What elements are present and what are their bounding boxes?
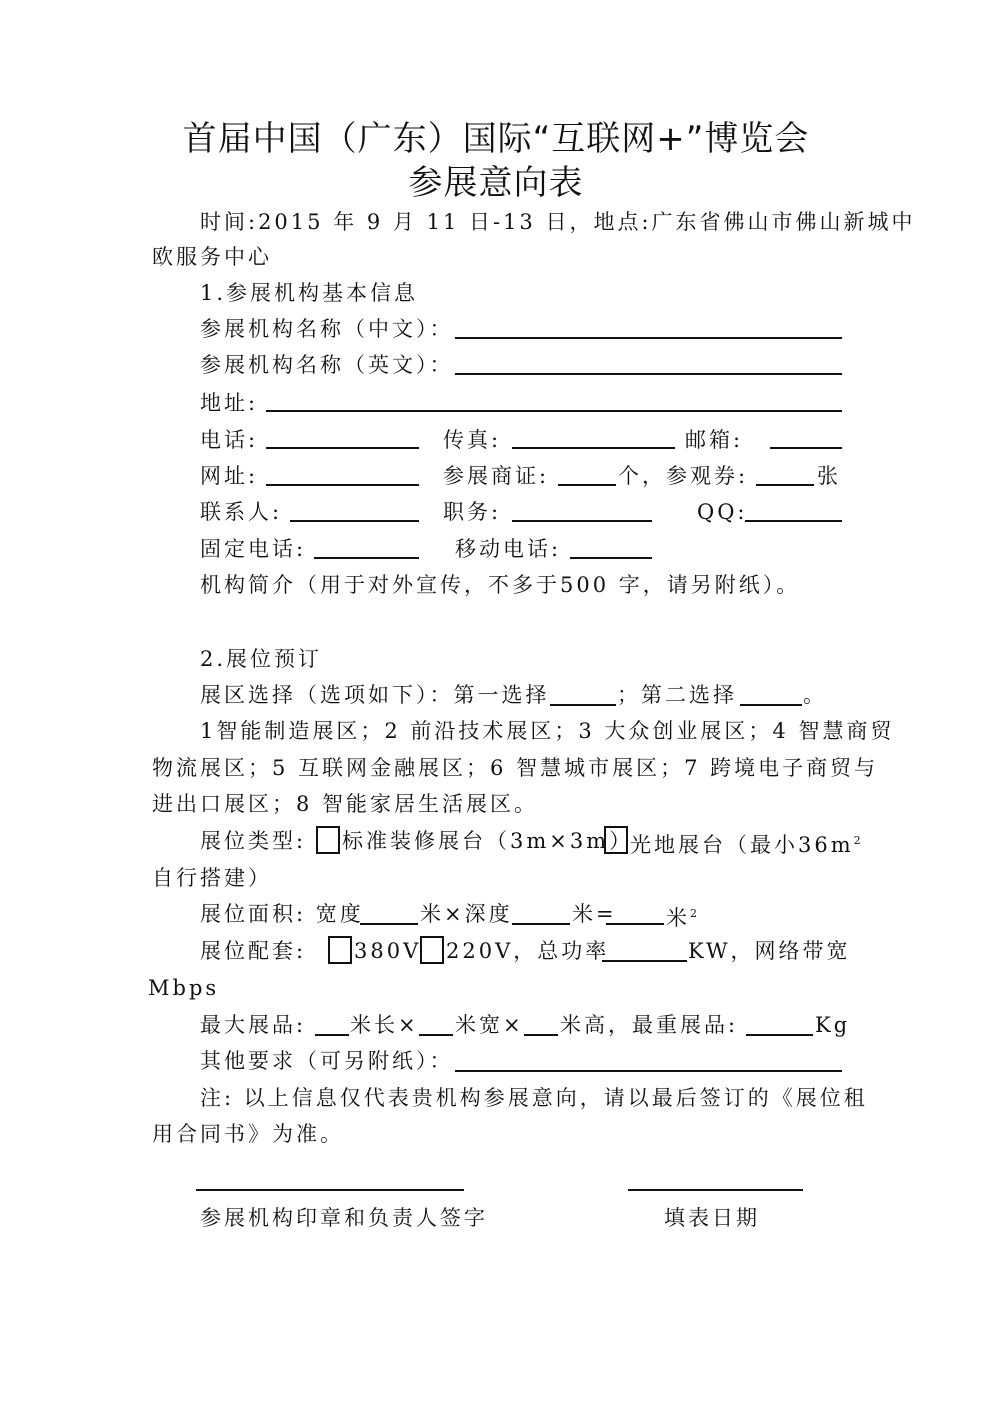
380v-checkbox[interactable] <box>328 936 352 964</box>
220v-text: 220V，总功率 <box>446 939 610 963</box>
website-label: 网址: <box>200 464 259 488</box>
total-power-field[interactable] <box>602 960 687 962</box>
booth-type-label: 展位类型: <box>200 829 307 853</box>
zones-line-3: 进出口展区；8 智能家居生活展区。 <box>152 792 539 816</box>
qq-field[interactable] <box>745 520 842 522</box>
second-choice-label: ；第二选择 <box>617 683 737 707</box>
landline-label: 固定电话: <box>200 537 307 561</box>
note-line-1: 注: 以上信息仅代表贵机构参展意向，请以最后签订的《展位租 <box>200 1086 868 1110</box>
other-requirements-label: 其他要求（可另附纸）： <box>200 1049 454 1073</box>
depth-field[interactable] <box>512 923 570 925</box>
self-build-text: 自行搭建） <box>152 866 272 890</box>
name-cn-field[interactable] <box>455 337 842 339</box>
depth-label: 米×深度 <box>420 902 513 926</box>
qq-label: QQ: <box>697 500 748 524</box>
name-cn-label: 参展机构名称（中文）： <box>200 317 454 341</box>
period: 。 <box>803 683 827 707</box>
address-label: 地址: <box>200 391 259 415</box>
first-choice-field[interactable] <box>550 704 616 706</box>
seal-signature-line[interactable] <box>196 1189 464 1191</box>
exhibitor-pass-label: 参展商证: <box>443 464 550 488</box>
unit-zhang: 张 <box>817 464 841 488</box>
max-weight-field[interactable] <box>746 1034 813 1036</box>
mobile-field[interactable] <box>570 557 652 559</box>
name-en-label: 参展机构名称（英文）： <box>200 353 454 377</box>
height-unit: 米高，最重展品: <box>560 1013 739 1037</box>
seal-signature-label: 参展机构印章和负责人签字 <box>200 1206 488 1230</box>
area-field[interactable] <box>606 923 664 925</box>
exhibitor-pass-field[interactable] <box>558 484 616 486</box>
raw-space-checkbox[interactable] <box>604 826 628 854</box>
max-exhibit-label: 最大展品: <box>200 1013 307 1037</box>
length-unit: 米长× <box>350 1013 419 1037</box>
position-label: 职务: <box>443 500 502 524</box>
website-field[interactable] <box>266 484 419 486</box>
document-subtitle: 参展意向表 <box>408 163 584 203</box>
380v-text: 380V <box>354 939 422 963</box>
second-choice-field[interactable] <box>740 704 802 706</box>
kg-unit: Kg <box>815 1013 851 1037</box>
area-equals: 米= <box>572 902 617 926</box>
address-field[interactable] <box>266 410 842 412</box>
max-width-field[interactable] <box>419 1034 453 1036</box>
max-length-field[interactable] <box>315 1034 349 1036</box>
mobile-label: 移动电话: <box>455 537 562 561</box>
power-label: 展位配套: <box>200 939 307 963</box>
phone-field[interactable] <box>266 447 419 449</box>
fax-label: 传真: <box>443 428 502 452</box>
note-line-2: 用合同书》为准。 <box>152 1122 344 1146</box>
kw-network-text: KW，网络带宽 <box>688 939 851 963</box>
mbps-text: Mbps <box>148 976 220 1000</box>
max-height-field[interactable] <box>524 1034 558 1036</box>
area-label: 展位面积: 宽度 <box>200 902 364 926</box>
other-requirements-field[interactable] <box>455 1070 842 1072</box>
date-line[interactable] <box>628 1189 803 1191</box>
standard-booth-checkbox[interactable] <box>316 826 340 854</box>
unit-ge: 个， <box>618 464 666 488</box>
zones-line-2: 物流展区；5 互联网金融展区；6 智慧城市展区；7 跨境电子商贸与 <box>152 756 879 780</box>
fax-field[interactable] <box>512 447 675 449</box>
email-field[interactable] <box>770 447 842 449</box>
email-label: 邮箱: <box>685 428 744 452</box>
profile-note: 机构简介（用于对外宣传，不多于500 字，请另附纸）。 <box>200 573 801 597</box>
visitor-ticket-field[interactable] <box>756 484 814 486</box>
raw-space-superscript: 2 <box>853 834 861 847</box>
width-unit: 米宽× <box>455 1013 524 1037</box>
220v-checkbox[interactable] <box>420 936 444 964</box>
standard-booth-text: 标准装修展台（3m×3m） <box>342 829 634 853</box>
zones-line-1: 1智能制造展区；2 前沿技术展区；3 大众创业展区；4 智慧商贸 <box>200 719 895 743</box>
position-field[interactable] <box>512 520 652 522</box>
date-label: 填表日期 <box>664 1206 760 1230</box>
area-unit: 米$^2$ <box>666 906 697 930</box>
landline-field[interactable] <box>314 557 419 559</box>
name-en-field[interactable] <box>455 373 842 375</box>
phone-label: 电话: <box>200 428 259 452</box>
raw-space-text: 光地展台（最小$36m^2$ <box>630 833 861 857</box>
width-field[interactable] <box>360 923 418 925</box>
intro-line-1: 时间:2015 年 9 月 11 日-13 日，地点:广东省佛山市佛山新城中 <box>200 210 916 234</box>
document-title: 首届中国（广东）国际“互联网+”博览会 <box>182 119 810 159</box>
section1-heading: 1.参展机构基本信息 <box>200 281 419 305</box>
section2-heading: 2.展位预订 <box>200 647 323 671</box>
zone-choice-label: 展区选择（选项如下）：第一选择 <box>200 683 550 707</box>
visitor-ticket-label: 参观券: <box>666 464 749 488</box>
area-unit-superscript: 2 <box>690 907 697 920</box>
contact-field[interactable] <box>290 520 419 522</box>
intro-line-2: 欧服务中心 <box>152 245 272 269</box>
contact-label: 联系人: <box>200 500 283 524</box>
